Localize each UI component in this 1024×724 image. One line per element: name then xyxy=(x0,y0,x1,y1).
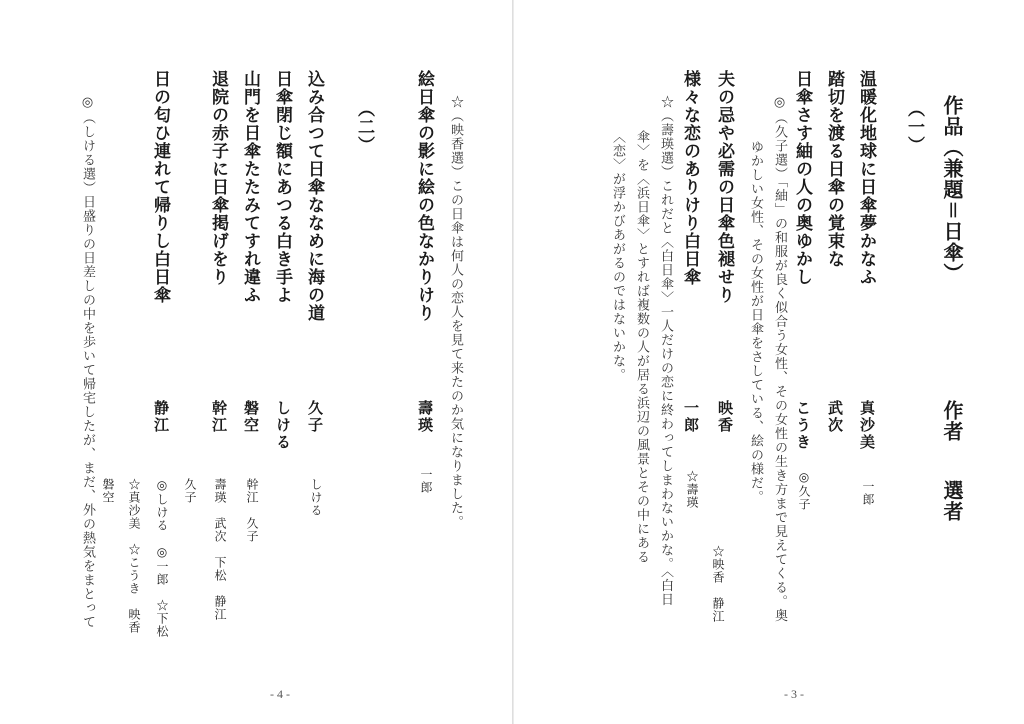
haiku-selectors: ◎久子 xyxy=(797,470,811,511)
page-title: 作品（兼題＝日傘） xyxy=(940,95,964,284)
haiku-text: 日の匂ひ連れて帰りし白日傘 xyxy=(150,70,170,304)
haiku-selectors: 磐空 xyxy=(101,478,115,504)
haiku-text: 日傘閉じ額にあつる白き手よ xyxy=(272,70,292,304)
haiku-text: 絵日傘の影に絵の色なかりけり xyxy=(414,70,434,322)
selector-comment: 〈恋〉が浮かびあがるのではないかな。 xyxy=(610,130,625,382)
haiku-author: 映香 xyxy=(716,400,734,434)
haiku-selectors: ☆壽瑛 xyxy=(685,470,699,509)
haiku-author: こうき xyxy=(794,400,812,451)
haiku-selectors: 幹江 久子 xyxy=(245,478,259,543)
haiku-selectors: ☆映香 静江 xyxy=(711,545,725,623)
haiku-author: 磐空 xyxy=(242,400,260,434)
haiku-author: 真沙美 xyxy=(858,400,876,451)
column-header-author: 作者 xyxy=(940,400,964,442)
haiku-author: 幹江 xyxy=(210,400,228,434)
selector-comment: 傘〉を〈浜日傘〉とすれば複数の人が居る浜辺の風景とその中にある xyxy=(634,130,649,564)
section-heading: （二） xyxy=(354,100,374,154)
haiku-text: 踏切を渡る日傘の覚束な xyxy=(824,70,844,268)
haiku-text: 様々な恋のありけり白日傘 xyxy=(680,70,700,286)
haiku-text: 山門を日傘たたみてすれ違ふ xyxy=(240,70,260,304)
haiku-author: 武次 xyxy=(826,400,844,434)
haiku-selectors: 久子 xyxy=(183,478,197,504)
page-number: - 3 - xyxy=(784,687,804,701)
haiku-author: 壽瑛 xyxy=(416,400,434,434)
page-number: - 4 - xyxy=(270,687,290,701)
selector-comment: ◎（しける選）日盛りの日差しの中を歩いて帰宅したが、まだ、外の熱気をまとって xyxy=(80,95,95,629)
selector-comment: ☆（壽瑛選）これだと〈白日傘〉一人だけの恋に終わってしまわないかな。〈白日 xyxy=(658,95,673,607)
haiku-selectors: 壽瑛 武次 下松 静江 xyxy=(213,478,227,621)
haiku-selectors: 一郎 xyxy=(419,468,433,494)
haiku-selectors: ☆真沙美 ☆こうき 映香 xyxy=(127,478,141,634)
haiku-author: 静江 xyxy=(152,400,170,434)
haiku-text: 夫の忌や必需の日傘色褪せり xyxy=(714,70,734,304)
haiku-selectors: しける xyxy=(309,478,323,517)
haiku-text: 込み合つて日傘ななめに海の道 xyxy=(304,70,324,322)
haiku-text: 温暖化地球に日傘夢かなふ xyxy=(856,70,876,286)
haiku-text: 日傘さす紬の人の奥ゆかし xyxy=(792,70,812,286)
haiku-author: 久子 xyxy=(306,400,324,434)
selector-comment: ゆかしい女性、その女性が日傘をさしている、絵の様だ。 xyxy=(748,140,763,504)
selector-comment: ☆（映香選）この日傘は何人の恋人を見て来たのか気になりました。 xyxy=(448,95,463,529)
page-3 xyxy=(514,0,1024,724)
haiku-selectors: 一郎 xyxy=(861,480,875,506)
haiku-text: 退院の赤子に日傘掲げをり xyxy=(208,70,228,286)
column-header-selector: 選者 xyxy=(940,480,964,522)
selector-comment: ◎（久子選）「紬」の和服が良く似合う女性、その女性の生き方まで見えてくる。奥 xyxy=(772,95,787,623)
section-heading: （一） xyxy=(904,100,924,154)
haiku-author: しける xyxy=(274,400,292,451)
haiku-selectors: ◎しける ◎一郎 ☆下松 xyxy=(155,478,169,638)
haiku-author: 一郎 xyxy=(682,400,700,434)
